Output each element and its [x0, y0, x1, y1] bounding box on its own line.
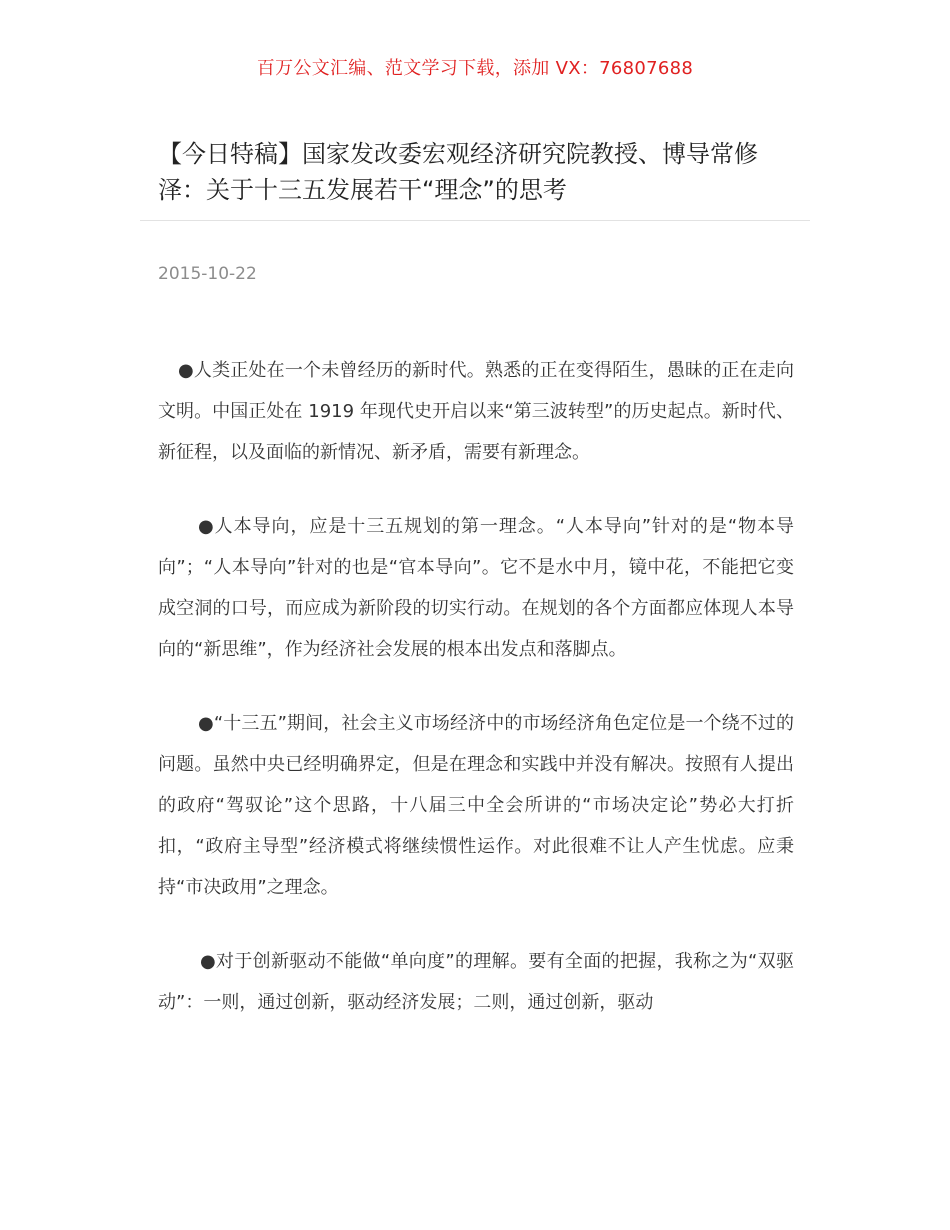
article-title: 【今日特稿】国家发改委宏观经济研究院教授、博导常修泽：关于十三五发展若干“理念”的思考 [158, 140, 758, 204]
promo-banner: 百万公文汇编、范文学习下载，添加 VX：76807688 [256, 58, 694, 79]
paragraph: ●“十三五”期间，社会主义市场经济中的市场经济角色定位是一个绕不过的问题。虽然中央已经明确界定，但是在理念和实践中并没有解决。按照有人提出的政府“驾驭论”这个思路，十八届三中全会所讲的“市场决定论”势必大打折扣，“政府主导型”经济模式将继续惯性运作。对此很难不让人产生忧虑。应秉持“市决政用”之理念。 [158, 713, 794, 898]
paragraph: ●人类正处在一个未曾经历的新时代。熟悉的正在变得陌生，愚昧的正在走向文明。中国正处在 1919 年现代史开启以来“第三波转型”的历史起点。新时代、新征程，以及面临的新情况、新矛盾，需要有新理念。 [158, 360, 794, 463]
paragraph: ●对于创新驱动不能做“单向度”的理解。要有全面的把握，我称之为“双驱动”：一则，通过创新，驱动经济发展；二则，通过创新，驱动 [158, 951, 794, 1013]
article-body [158, 350, 794, 1056]
title-divider [140, 220, 810, 221]
paragraph: ●人本导向，应是十三五规划的第一理念。“人本导向”针对的是“物本导向”；“人本导向”针对的也是“官本导向”。它不是水中月，镜中花，不能把它变成空洞的口号，而应成为新阶段的切实行动。在规划的各个方面都应体现人本导向的“新思维”，作为经济社会发展的根本出发点和落脚点。 [158, 516, 794, 660]
publish-date: 2015-10-22 [158, 264, 257, 284]
